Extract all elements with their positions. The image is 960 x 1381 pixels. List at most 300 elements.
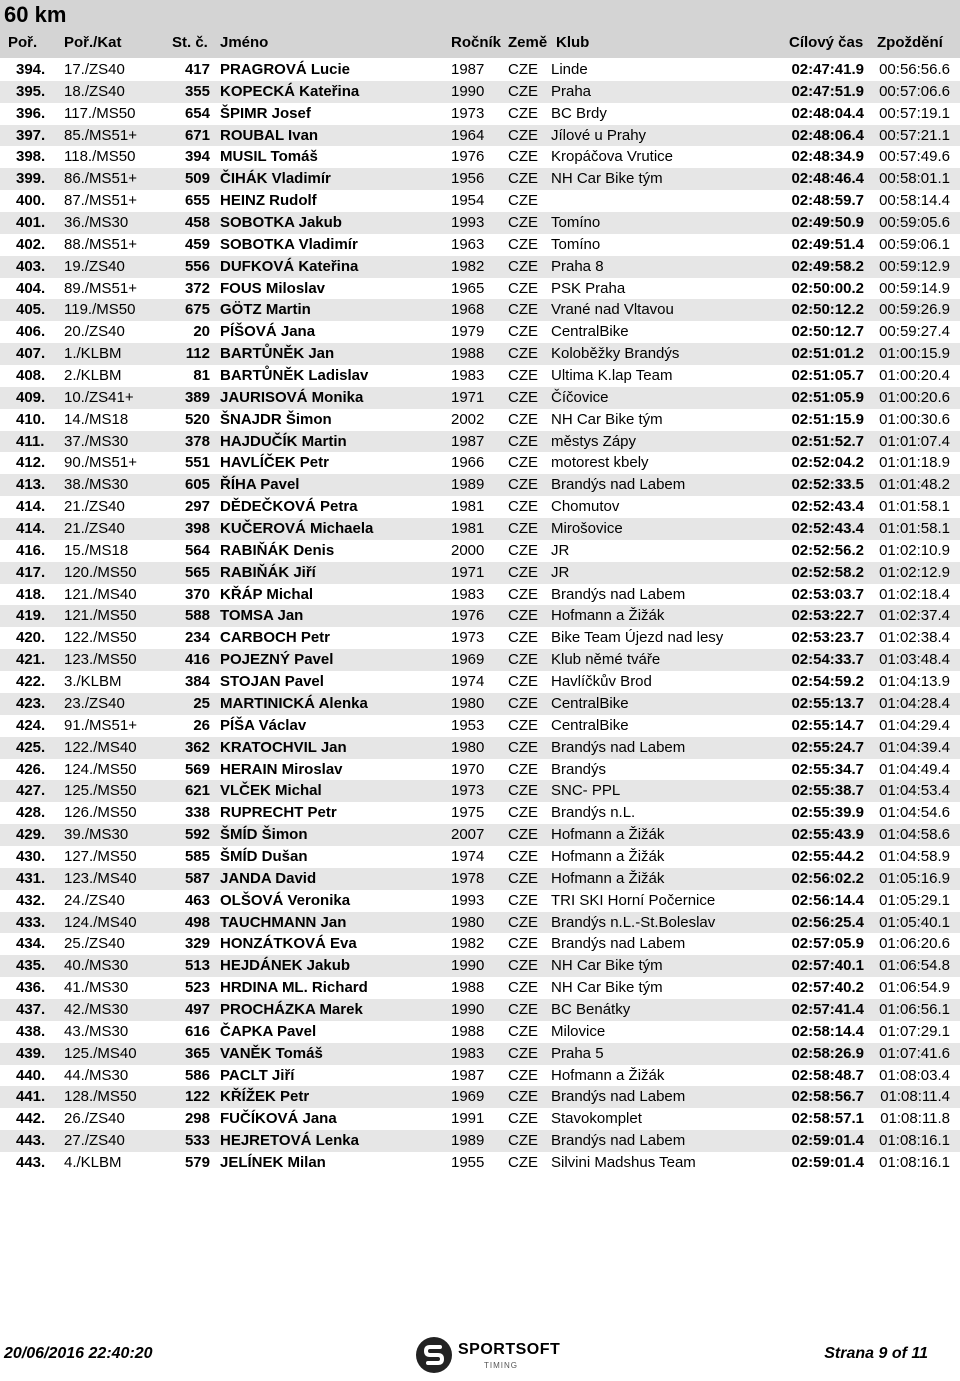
name-cell: FUČÍKOVÁ Jana bbox=[220, 1110, 337, 1128]
gap-cell: 01:04:49.4 bbox=[879, 760, 950, 778]
header-rank: Poř. bbox=[8, 34, 38, 51]
table-row bbox=[0, 715, 960, 737]
rank-cell: 443. bbox=[16, 1132, 46, 1150]
start-number-cell: 587 bbox=[184, 869, 210, 887]
country-cell: CZE bbox=[508, 61, 538, 78]
gap-cell: 01:02:12.9 bbox=[879, 563, 950, 581]
gap-cell: 00:59:26.9 bbox=[879, 301, 950, 319]
table-row bbox=[0, 890, 960, 912]
year-cell: 1963 bbox=[451, 235, 485, 253]
start-number-cell: 533 bbox=[184, 1132, 210, 1150]
start-number-cell: 384 bbox=[184, 673, 210, 691]
name-cell: HERAIN Miroslav bbox=[220, 760, 343, 778]
gap-cell: 01:04:53.4 bbox=[879, 782, 950, 800]
club-cell: NH Car Bike tým bbox=[551, 957, 663, 975]
table-row bbox=[0, 868, 960, 890]
name-cell: HRDINA ML. Richard bbox=[220, 979, 368, 997]
start-number-cell: 556 bbox=[184, 257, 210, 275]
year-cell: 1965 bbox=[451, 279, 485, 297]
club-cell: Chomutov bbox=[551, 498, 620, 516]
sportsoft-logo bbox=[414, 1335, 561, 1375]
start-number-cell: 579 bbox=[184, 1153, 210, 1171]
category-rank-cell: 4./KLBM bbox=[64, 1153, 122, 1171]
table-row bbox=[0, 977, 960, 999]
finish-time-cell: 02:58:57.1 bbox=[791, 1110, 864, 1128]
finish-time-cell: 02:49:50.9 bbox=[791, 214, 864, 232]
category-rank-cell: 122./MS40 bbox=[64, 738, 137, 756]
table-row bbox=[0, 103, 960, 125]
club-cell: Brandýs nad Labem bbox=[551, 585, 686, 603]
category-rank-cell: 24./ZS40 bbox=[64, 891, 125, 909]
country-cell: CZE bbox=[508, 301, 538, 319]
club-cell: TRI SKI Horní Počernice bbox=[551, 891, 716, 909]
category-rank-cell: 86./MS51+ bbox=[64, 170, 137, 188]
table-row bbox=[0, 562, 960, 584]
name-cell: JANDA David bbox=[220, 869, 317, 887]
gap-cell: 01:04:28.4 bbox=[879, 694, 950, 712]
logo-subtext: TIMING bbox=[484, 1361, 518, 1370]
finish-time-cell: 02:58:56.7 bbox=[791, 1088, 864, 1106]
country-cell: CZE bbox=[508, 454, 538, 472]
table-row bbox=[0, 780, 960, 802]
country-cell: CZE bbox=[508, 694, 538, 712]
club-cell: Stavokomplet bbox=[551, 1110, 642, 1128]
name-cell: VANĚK Tomáš bbox=[220, 1044, 323, 1062]
country-cell: CZE bbox=[508, 104, 538, 122]
finish-time-cell: 02:59:01.4 bbox=[791, 1153, 864, 1171]
start-number-cell: 389 bbox=[184, 388, 210, 406]
finish-time-cell: 02:52:43.4 bbox=[791, 498, 864, 516]
start-number-cell: 621 bbox=[184, 782, 210, 800]
start-number-cell: 362 bbox=[184, 738, 210, 756]
finish-time-cell: 02:55:34.7 bbox=[791, 760, 864, 778]
gap-cell: 00:59:14.9 bbox=[879, 279, 950, 297]
table-row bbox=[0, 518, 960, 540]
country-cell: CZE bbox=[508, 1044, 538, 1062]
year-cell: 1987 bbox=[451, 61, 485, 78]
table-row bbox=[0, 649, 960, 671]
club-cell: Havlíčkův Brod bbox=[551, 673, 652, 691]
header-country: Země bbox=[508, 34, 548, 51]
country-cell: CZE bbox=[508, 257, 538, 275]
country-cell: CZE bbox=[508, 235, 538, 253]
start-number-cell: 372 bbox=[184, 279, 210, 297]
table-row bbox=[0, 234, 960, 256]
start-number-cell: 298 bbox=[184, 1110, 210, 1128]
country-cell: CZE bbox=[508, 563, 538, 581]
start-number-cell: 551 bbox=[184, 454, 210, 472]
name-cell: BARTŮNĚK Jan bbox=[220, 345, 335, 363]
country-cell: CZE bbox=[508, 607, 538, 625]
start-number-cell: 565 bbox=[184, 563, 210, 581]
year-cell: 1966 bbox=[451, 454, 485, 472]
finish-time-cell: 02:53:03.7 bbox=[791, 585, 864, 603]
club-cell: Tomíno bbox=[551, 214, 601, 232]
finish-time-cell: 02:48:04.4 bbox=[791, 104, 864, 122]
table-row bbox=[0, 802, 960, 824]
gap-cell: 01:03:48.4 bbox=[879, 651, 950, 669]
table-row bbox=[0, 737, 960, 759]
category-rank-cell: 43./MS30 bbox=[64, 1022, 129, 1040]
page-number: Strana 9 of 11 bbox=[824, 1345, 928, 1362]
rank-cell: 419. bbox=[16, 607, 46, 625]
rank-cell: 418. bbox=[16, 585, 46, 603]
year-cell: 1969 bbox=[451, 651, 485, 669]
year-cell: 1981 bbox=[451, 498, 485, 516]
finish-time-cell: 02:49:58.2 bbox=[791, 257, 864, 275]
year-cell: 1983 bbox=[451, 585, 485, 603]
rank-cell: 398. bbox=[16, 148, 46, 166]
table-row bbox=[0, 1130, 960, 1152]
category-rank-cell: 121./MS50 bbox=[64, 607, 137, 625]
year-cell: 1993 bbox=[451, 891, 485, 909]
rank-cell: 426. bbox=[16, 760, 46, 778]
finish-time-cell: 02:52:58.2 bbox=[791, 563, 864, 581]
gap-cell: 00:57:19.1 bbox=[879, 104, 950, 122]
category-rank-cell: 124./MS50 bbox=[64, 760, 137, 778]
rank-cell: 420. bbox=[16, 629, 46, 647]
gap-cell: 01:01:58.1 bbox=[879, 498, 950, 516]
country-cell: CZE bbox=[508, 782, 538, 800]
table-row bbox=[0, 146, 960, 168]
table-row bbox=[0, 125, 960, 147]
category-rank-cell: 122./MS50 bbox=[64, 629, 137, 647]
table-row bbox=[0, 299, 960, 321]
start-number-cell: 234 bbox=[184, 629, 210, 647]
category-rank-cell: 21./ZS40 bbox=[64, 498, 125, 516]
rank-cell: 412. bbox=[16, 454, 46, 472]
gap-cell: 01:06:56.1 bbox=[879, 1000, 950, 1018]
name-cell: KRATOCHVIL Jan bbox=[220, 738, 347, 756]
year-cell: 1978 bbox=[451, 869, 485, 887]
category-rank-cell: 125./MS40 bbox=[64, 1044, 137, 1062]
category-rank-cell: 123./MS50 bbox=[64, 651, 137, 669]
table-row bbox=[0, 321, 960, 343]
year-cell: 1976 bbox=[451, 148, 485, 166]
club-cell: Brandýs bbox=[551, 760, 607, 778]
name-cell: TAUCHMANN Jan bbox=[220, 913, 347, 931]
start-number-cell: 520 bbox=[184, 410, 210, 428]
gap-cell: 01:01:48.2 bbox=[879, 476, 950, 494]
category-rank-cell: 17./ZS40 bbox=[64, 61, 125, 78]
table-row bbox=[0, 387, 960, 409]
year-cell: 1971 bbox=[451, 563, 485, 581]
country-cell: CZE bbox=[508, 410, 538, 428]
country-cell: CZE bbox=[508, 148, 538, 166]
year-cell: 1988 bbox=[451, 345, 485, 363]
year-cell: 1971 bbox=[451, 388, 485, 406]
name-cell: MARTINICKÁ Alenka bbox=[220, 694, 368, 712]
table-row bbox=[0, 452, 960, 474]
name-cell: PRAGROVÁ Lucie bbox=[220, 61, 351, 78]
start-number-cell: 112 bbox=[185, 345, 210, 363]
club-cell: CentralBike bbox=[551, 323, 629, 341]
gap-cell: 00:59:27.4 bbox=[879, 323, 950, 341]
gap-cell: 01:02:18.4 bbox=[879, 585, 950, 603]
rank-cell: 440. bbox=[16, 1066, 46, 1084]
start-number-cell: 416 bbox=[184, 651, 210, 669]
table-row bbox=[0, 278, 960, 300]
start-number-cell: 523 bbox=[184, 979, 210, 997]
rank-cell: 423. bbox=[16, 694, 46, 712]
finish-time-cell: 02:55:44.2 bbox=[791, 847, 864, 865]
year-cell: 1990 bbox=[451, 1000, 485, 1018]
country-cell: CZE bbox=[508, 82, 538, 100]
table-row bbox=[0, 190, 960, 212]
rank-cell: 405. bbox=[16, 301, 46, 319]
start-number-cell: 370 bbox=[184, 585, 210, 603]
gap-cell: 00:57:06.6 bbox=[879, 82, 950, 100]
gap-cell: 01:02:10.9 bbox=[879, 541, 950, 559]
club-cell: Praha 5 bbox=[551, 1044, 604, 1062]
name-cell: PÍŠA Václav bbox=[220, 716, 307, 734]
rank-cell: 410. bbox=[16, 410, 46, 428]
table-row bbox=[0, 759, 960, 781]
name-cell: KŘÍŽEK Petr bbox=[220, 1088, 310, 1106]
year-cell: 1988 bbox=[451, 979, 485, 997]
club-cell: Brandýs n.L. bbox=[551, 804, 636, 822]
header-club: Klub bbox=[556, 34, 590, 51]
table-row bbox=[0, 1086, 960, 1108]
gap-cell: 01:08:11.4 bbox=[880, 1088, 950, 1106]
year-cell: 1955 bbox=[451, 1153, 485, 1171]
finish-time-cell: 02:56:02.2 bbox=[791, 869, 864, 887]
year-cell: 1975 bbox=[451, 804, 485, 822]
category-rank-cell: 40./MS30 bbox=[64, 957, 129, 975]
start-number-cell: 417 bbox=[184, 61, 210, 78]
start-number-cell: 585 bbox=[184, 847, 210, 865]
country-cell: CZE bbox=[508, 432, 538, 450]
rank-cell: 399. bbox=[16, 170, 46, 188]
rank-cell: 442. bbox=[16, 1110, 46, 1128]
sportsoft-logo-icon bbox=[414, 1335, 454, 1375]
year-cell: 1968 bbox=[451, 301, 485, 319]
rank-cell: 402. bbox=[16, 235, 46, 253]
country-cell: CZE bbox=[508, 957, 538, 975]
year-cell: 1976 bbox=[451, 607, 485, 625]
table-row bbox=[0, 671, 960, 693]
name-cell: HAJDUČÍK Martin bbox=[220, 432, 347, 450]
category-rank-cell: 117./MS50 bbox=[64, 104, 136, 122]
name-cell: HAVLÍČEK Petr bbox=[220, 454, 329, 472]
table-row bbox=[0, 81, 960, 103]
club-cell: JR bbox=[551, 541, 570, 559]
rank-cell: 413. bbox=[16, 476, 46, 494]
name-cell: FOUS Miloslav bbox=[220, 279, 326, 297]
year-cell: 1954 bbox=[451, 192, 485, 210]
country-cell: CZE bbox=[508, 323, 538, 341]
year-cell: 1969 bbox=[451, 1088, 485, 1106]
year-cell: 1988 bbox=[451, 1022, 485, 1040]
category-rank-cell: 25./ZS40 bbox=[64, 935, 125, 953]
name-cell: PROCHÁZKA Marek bbox=[220, 1000, 363, 1018]
year-cell: 2000 bbox=[451, 541, 485, 559]
year-cell: 1982 bbox=[451, 257, 485, 275]
gap-cell: 01:08:16.1 bbox=[879, 1153, 950, 1171]
club-cell: Jílové u Prahy bbox=[551, 126, 647, 144]
table-row bbox=[0, 1021, 960, 1043]
year-cell: 1987 bbox=[451, 432, 485, 450]
name-cell: OLŠOVÁ Veronika bbox=[220, 891, 351, 909]
year-cell: 1989 bbox=[451, 476, 485, 494]
category-rank-cell: 19./ZS40 bbox=[64, 257, 125, 275]
rank-cell: 414. bbox=[16, 498, 46, 516]
rank-cell: 421. bbox=[16, 651, 46, 669]
country-cell: CZE bbox=[508, 170, 538, 188]
category-rank-cell: 119./MS50 bbox=[64, 301, 136, 319]
finish-time-cell: 02:58:48.7 bbox=[791, 1066, 864, 1084]
club-cell: Hofmann a Žižák bbox=[551, 869, 665, 887]
category-rank-cell: 23./ZS40 bbox=[64, 694, 125, 712]
rank-cell: 401. bbox=[16, 214, 46, 232]
club-cell: CentralBike bbox=[551, 694, 629, 712]
club-cell: PSK Praha bbox=[551, 279, 626, 297]
club-cell: Brandýs nad Labem bbox=[551, 935, 686, 953]
start-number-cell: 297 bbox=[184, 498, 210, 516]
rank-cell: 431. bbox=[16, 869, 46, 887]
finish-time-cell: 02:55:24.7 bbox=[791, 738, 864, 756]
rank-cell: 436. bbox=[16, 979, 46, 997]
gap-cell: 01:01:58.1 bbox=[879, 520, 950, 538]
header-gap: Zpoždění bbox=[877, 34, 943, 51]
gap-cell: 01:04:58.6 bbox=[879, 826, 950, 844]
category-rank-cell: 38./MS30 bbox=[64, 476, 129, 494]
rank-cell: 395. bbox=[16, 82, 46, 100]
year-cell: 1970 bbox=[451, 760, 485, 778]
gap-cell: 01:02:37.4 bbox=[879, 607, 950, 625]
country-cell: CZE bbox=[508, 476, 538, 494]
finish-time-cell: 02:48:59.7 bbox=[791, 192, 864, 210]
name-cell: TOMSA Jan bbox=[220, 607, 304, 625]
start-number-cell: 586 bbox=[184, 1066, 210, 1084]
category-rank-cell: 124./MS40 bbox=[64, 913, 137, 931]
country-cell: CZE bbox=[508, 1022, 538, 1040]
year-cell: 1980 bbox=[451, 913, 485, 931]
year-cell: 1983 bbox=[451, 1044, 485, 1062]
rank-cell: 397. bbox=[16, 126, 46, 144]
rank-cell: 400. bbox=[16, 192, 46, 210]
gap-cell: 01:00:30.6 bbox=[879, 410, 950, 428]
name-cell: JAURISOVÁ Monika bbox=[220, 388, 364, 406]
name-cell: KOPECKÁ Kateřina bbox=[220, 82, 360, 100]
year-cell: 1953 bbox=[451, 716, 485, 734]
year-cell: 1973 bbox=[451, 629, 485, 647]
name-cell: ŠMÍD Šimon bbox=[220, 826, 308, 844]
country-cell: CZE bbox=[508, 935, 538, 953]
gap-cell: 00:58:14.4 bbox=[879, 192, 950, 210]
category-rank-cell: 2./KLBM bbox=[64, 367, 122, 385]
club-cell: Brandýs nad Labem bbox=[551, 738, 686, 756]
category-rank-cell: 21./ZS40 bbox=[64, 520, 125, 538]
name-cell: RABIŇÁK Jiří bbox=[220, 563, 316, 581]
finish-time-cell: 02:49:51.4 bbox=[791, 235, 864, 253]
club-cell: Linde bbox=[551, 61, 588, 78]
start-number-cell: 398 bbox=[184, 520, 210, 538]
table-row bbox=[0, 343, 960, 365]
rank-cell: 437. bbox=[16, 1000, 46, 1018]
rank-cell: 438. bbox=[16, 1022, 46, 1040]
country-cell: CZE bbox=[508, 585, 538, 603]
table-row bbox=[0, 212, 960, 234]
gap-cell: 01:05:16.9 bbox=[879, 869, 950, 887]
year-cell: 1983 bbox=[451, 367, 485, 385]
rank-cell: 417. bbox=[16, 563, 46, 581]
name-cell: HEJDÁNEK Jakub bbox=[220, 957, 351, 975]
finish-time-cell: 02:55:13.7 bbox=[791, 694, 864, 712]
finish-time-cell: 02:55:38.7 bbox=[791, 782, 864, 800]
start-number-cell: 458 bbox=[184, 214, 210, 232]
country-cell: CZE bbox=[508, 192, 538, 210]
name-cell: JELÍNEK Milan bbox=[220, 1153, 326, 1171]
start-number-cell: 378 bbox=[184, 432, 210, 450]
name-cell: BARTŮNĚK Ladislav bbox=[220, 367, 369, 385]
year-cell: 1973 bbox=[451, 782, 485, 800]
table-row bbox=[0, 168, 960, 190]
rank-cell: 414. bbox=[16, 520, 46, 538]
rank-cell: 432. bbox=[16, 891, 46, 909]
table-row bbox=[0, 59, 960, 81]
finish-time-cell: 02:51:05.9 bbox=[791, 388, 864, 406]
table-row bbox=[0, 605, 960, 627]
club-cell: Brandýs n.L.-St.Boleslav bbox=[551, 913, 716, 931]
country-cell: CZE bbox=[508, 1110, 538, 1128]
country-cell: CZE bbox=[508, 913, 538, 931]
gap-cell: 00:57:49.6 bbox=[879, 148, 950, 166]
year-cell: 2002 bbox=[451, 410, 485, 428]
rank-cell: 422. bbox=[16, 673, 46, 691]
table-row bbox=[0, 627, 960, 649]
country-cell: CZE bbox=[508, 498, 538, 516]
name-cell: POJEZNÝ Pavel bbox=[220, 651, 334, 669]
year-cell: 1987 bbox=[451, 1066, 485, 1084]
category-rank-cell: 90./MS51+ bbox=[64, 454, 137, 472]
year-cell: 1989 bbox=[451, 1132, 485, 1150]
country-cell: CZE bbox=[508, 629, 538, 647]
gap-cell: 01:04:13.9 bbox=[879, 673, 950, 691]
gap-cell: 01:06:54.9 bbox=[879, 979, 950, 997]
gap-cell: 00:59:05.6 bbox=[879, 214, 950, 232]
country-cell: CZE bbox=[508, 760, 538, 778]
name-cell: KUČEROVÁ Michaela bbox=[220, 520, 374, 538]
finish-time-cell: 02:59:01.4 bbox=[791, 1132, 864, 1150]
name-cell: DUFKOVÁ Kateřina bbox=[220, 257, 359, 275]
country-cell: CZE bbox=[508, 520, 538, 538]
rank-cell: 403. bbox=[16, 257, 46, 275]
finish-time-cell: 02:47:41.9 bbox=[791, 61, 864, 78]
gap-cell: 01:05:29.1 bbox=[879, 891, 950, 909]
category-rank-cell: 39./MS30 bbox=[64, 826, 129, 844]
finish-time-cell: 02:52:56.2 bbox=[791, 541, 864, 559]
rank-cell: 409. bbox=[16, 388, 46, 406]
gap-cell: 00:59:12.9 bbox=[879, 257, 950, 275]
finish-time-cell: 02:52:04.2 bbox=[791, 454, 864, 472]
gap-cell: 01:00:15.9 bbox=[879, 345, 950, 363]
category-rank-cell: 27./ZS40 bbox=[64, 1132, 125, 1150]
category-rank-cell: 121./MS40 bbox=[64, 585, 137, 603]
start-number-cell: 25 bbox=[193, 694, 210, 712]
table-row bbox=[0, 693, 960, 715]
year-cell: 1979 bbox=[451, 323, 485, 341]
start-number-cell: 592 bbox=[184, 826, 210, 844]
name-cell: STOJAN Pavel bbox=[220, 673, 324, 691]
club-cell: Hofmann a Žižák bbox=[551, 607, 665, 625]
category-rank-cell: 18./ZS40 bbox=[64, 82, 125, 100]
table-row bbox=[0, 409, 960, 431]
start-number-cell: 81 bbox=[193, 367, 210, 385]
rank-cell: 408. bbox=[16, 367, 46, 385]
table-row bbox=[0, 540, 960, 562]
finish-time-cell: 02:56:14.4 bbox=[791, 891, 864, 909]
